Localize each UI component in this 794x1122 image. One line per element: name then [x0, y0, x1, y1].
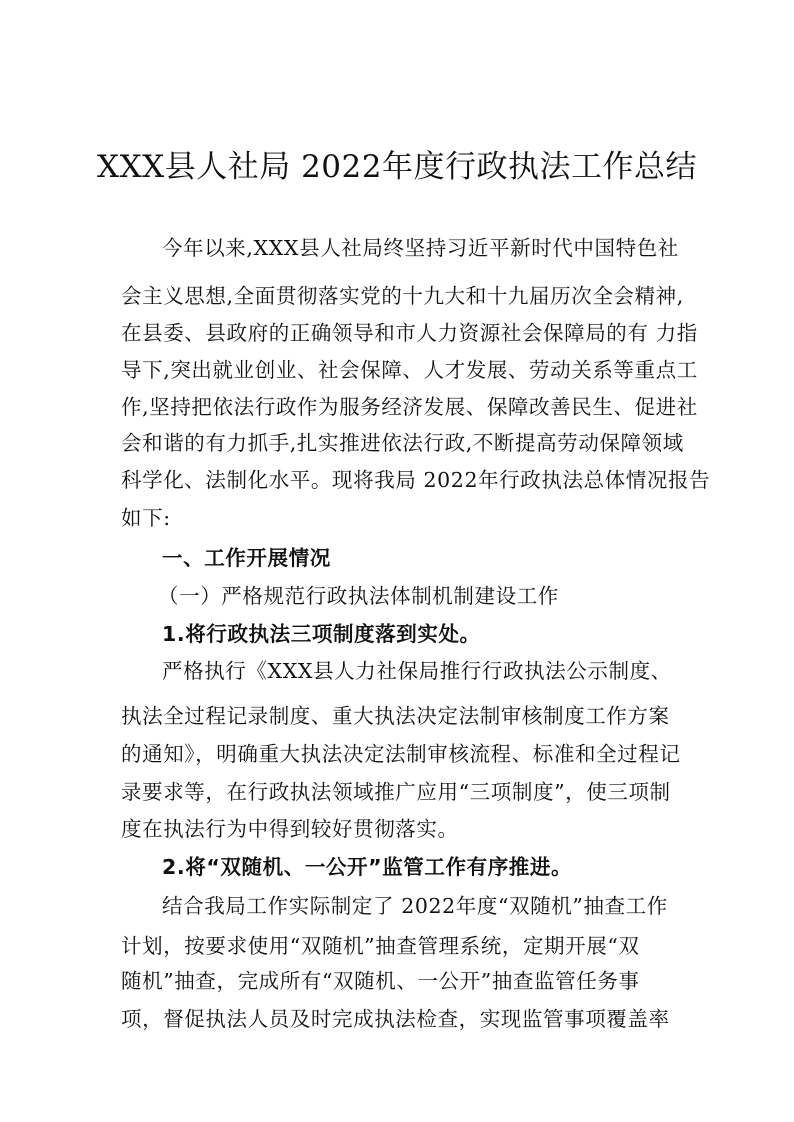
point-1-title: 1.将行政执法三项制度落到实处。	[162, 622, 481, 646]
intro-line-4: 导下,突出就业创业、社会保障、人才发展、劳动关系等重点工	[121, 358, 698, 382]
intro-line-3: 在县委、县政府的正确领导和市人力资源社会保障局的有 力指	[121, 321, 698, 345]
section-heading-1: 一、工作开展情况	[162, 546, 331, 570]
point-1-line-1: 严格执行《XXX县人力社保局推行行政执法公示制度、	[162, 659, 672, 683]
intro-line-8: 如下:	[121, 506, 171, 530]
point-1-line-4: 录要求等，在行政执法领域推广应用“三项制度”，使三项制	[121, 780, 671, 804]
point-2-line-2: 计划，按要求使用“双随机”抽查管理系统，定期开展“双	[121, 934, 640, 958]
point-1-line-3: 的通知》，明确重大执法决定法制审核流程、标准和全过程记	[121, 742, 681, 766]
point-1-line-2: 执法全过程记录制度、重大执法决定法制审核制度工作方案	[121, 704, 670, 728]
intro-line-1: 今年以来,XXX县人社局终坚持习近平新时代中国特色社	[162, 236, 679, 260]
point-2-line-3: 随机”抽查，完成所有“双随机、一公开”抽查监管任务事	[121, 969, 640, 993]
intro-line-6: 会和谐的有力抓手,扎实推进依法行政,不断提高劳动保障领域	[121, 431, 684, 455]
intro-line-5: 作,坚持把依法行政作为服务经济发展、保障改善民生、促进社	[121, 395, 698, 419]
point-1-line-5: 度在执法行为中得到较好贯彻落实。	[121, 817, 459, 841]
subsection-heading-1: （一）严格规范行政执法体制机制建设工作	[158, 584, 559, 608]
document-title: XXX县人社局 2022年度行政执法工作总结	[97, 149, 697, 185]
point-2-title: 2.将“双随机、一公开”监管工作有序推进。	[162, 855, 573, 879]
point-2-line-1: 结合我局工作实际制定了 2022年度“双随机”抽查工作	[162, 894, 668, 918]
point-2-line-4: 项，督促执法人员及时完成执法检查，实现监管事项覆盖率	[121, 1007, 670, 1031]
intro-line-2: 会主义思想,全面贯彻落实党的十九大和十九届历次全会精神,	[121, 284, 684, 308]
intro-line-7: 科学化、法制化水平。现将我局 2022年行政执法总体情况报告	[121, 468, 711, 492]
